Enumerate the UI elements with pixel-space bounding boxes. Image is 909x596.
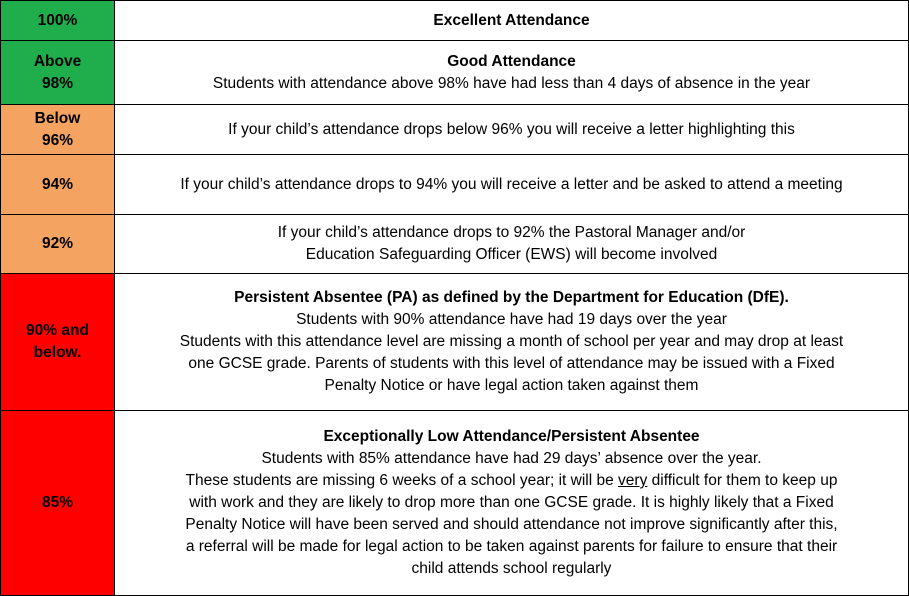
row-heading: Good Attendance — [447, 52, 576, 70]
description-line: one GCSE grade. Parents of students with this level of attendance may be issued with a Fixed — [188, 355, 835, 372]
description-cell — [115, 155, 909, 215]
description-line: a referral will be made for legal action to be taken against parents for failure to ensure that their — [185, 538, 838, 555]
level-label-line: below. — [33, 344, 82, 361]
description-line: Students with 85% attendance have had 29 days’ absence over the year. — [261, 450, 762, 467]
row-heading: Excellent Attendance — [433, 11, 590, 29]
level-cell-90-and-below — [1, 274, 115, 411]
underlined-word: very — [618, 472, 648, 489]
level-label-line: Below — [34, 109, 81, 127]
description-cell — [115, 215, 909, 274]
table-row — [1, 411, 909, 596]
level-cell-above-98 — [1, 41, 115, 105]
description-cell — [115, 41, 909, 105]
row-heading: Persistent Absentee (PA) as defined by the Department for Education (DfE). — [234, 289, 789, 306]
text-segment: difficult for them to keep up — [647, 472, 838, 489]
table-row — [1, 1, 909, 41]
row-heading: Exceptionally Low Attendance/Persistent Absentee — [323, 428, 700, 445]
description-line: If your child’s attendance drops to 92% the Pastoral Manager and/or — [277, 224, 746, 241]
level-label-line: Above — [33, 52, 82, 70]
level-label-line: 98% — [41, 74, 74, 92]
level-cell-below-96 — [1, 105, 115, 155]
description-line: Students with attendance above 98% have had less than 4 days of absence in the year — [212, 74, 811, 92]
description-line: Education Safeguarding Officer (EWS) will become involved — [305, 246, 718, 263]
text-segment: These students are missing 6 weeks of a school year; it will be — [185, 472, 619, 489]
description-line — [115, 470, 908, 492]
description-line: child attends school regularly — [411, 560, 612, 577]
level-cell-100 — [1, 1, 115, 41]
level-label-line: 90% and — [26, 322, 89, 339]
table-row — [1, 105, 909, 155]
description-line: If your child’s attendance drops below 96% you will receive a letter highlighting this — [228, 120, 795, 138]
level-label: 100% — [37, 11, 78, 29]
description-cell — [115, 411, 909, 596]
description-cell — [115, 274, 909, 411]
level-cell-85 — [1, 411, 115, 596]
table-row — [1, 215, 909, 274]
level-label: 94% — [41, 175, 74, 193]
description-line: Penalty Notice will have been served and should attendance not improve significantly after this, — [185, 516, 838, 533]
table-row — [1, 274, 909, 411]
level-label-line: 96% — [41, 131, 74, 149]
description-line: Students with 90% attendance have had 19 days over the year — [296, 311, 727, 328]
description-line: If your child’s attendance drops to 94% you will receive a letter and be asked to attend a meeting — [180, 175, 843, 193]
table-row — [1, 155, 909, 215]
level-label: 92% — [41, 235, 74, 252]
level-cell-92 — [1, 215, 115, 274]
table-row — [1, 41, 909, 105]
description-line: Penalty Notice or have legal action taken against them — [324, 377, 699, 394]
level-cell-94 — [1, 155, 115, 215]
description-line: with work and they are likely to drop more than one GCSE grade. It is highly likely that a Fixed — [189, 494, 834, 511]
level-label: 85% — [41, 494, 74, 511]
description-line: Students with this attendance level are missing a month of school per year and may drop at least — [179, 333, 844, 350]
description-cell — [115, 105, 909, 155]
description-cell — [115, 1, 909, 41]
